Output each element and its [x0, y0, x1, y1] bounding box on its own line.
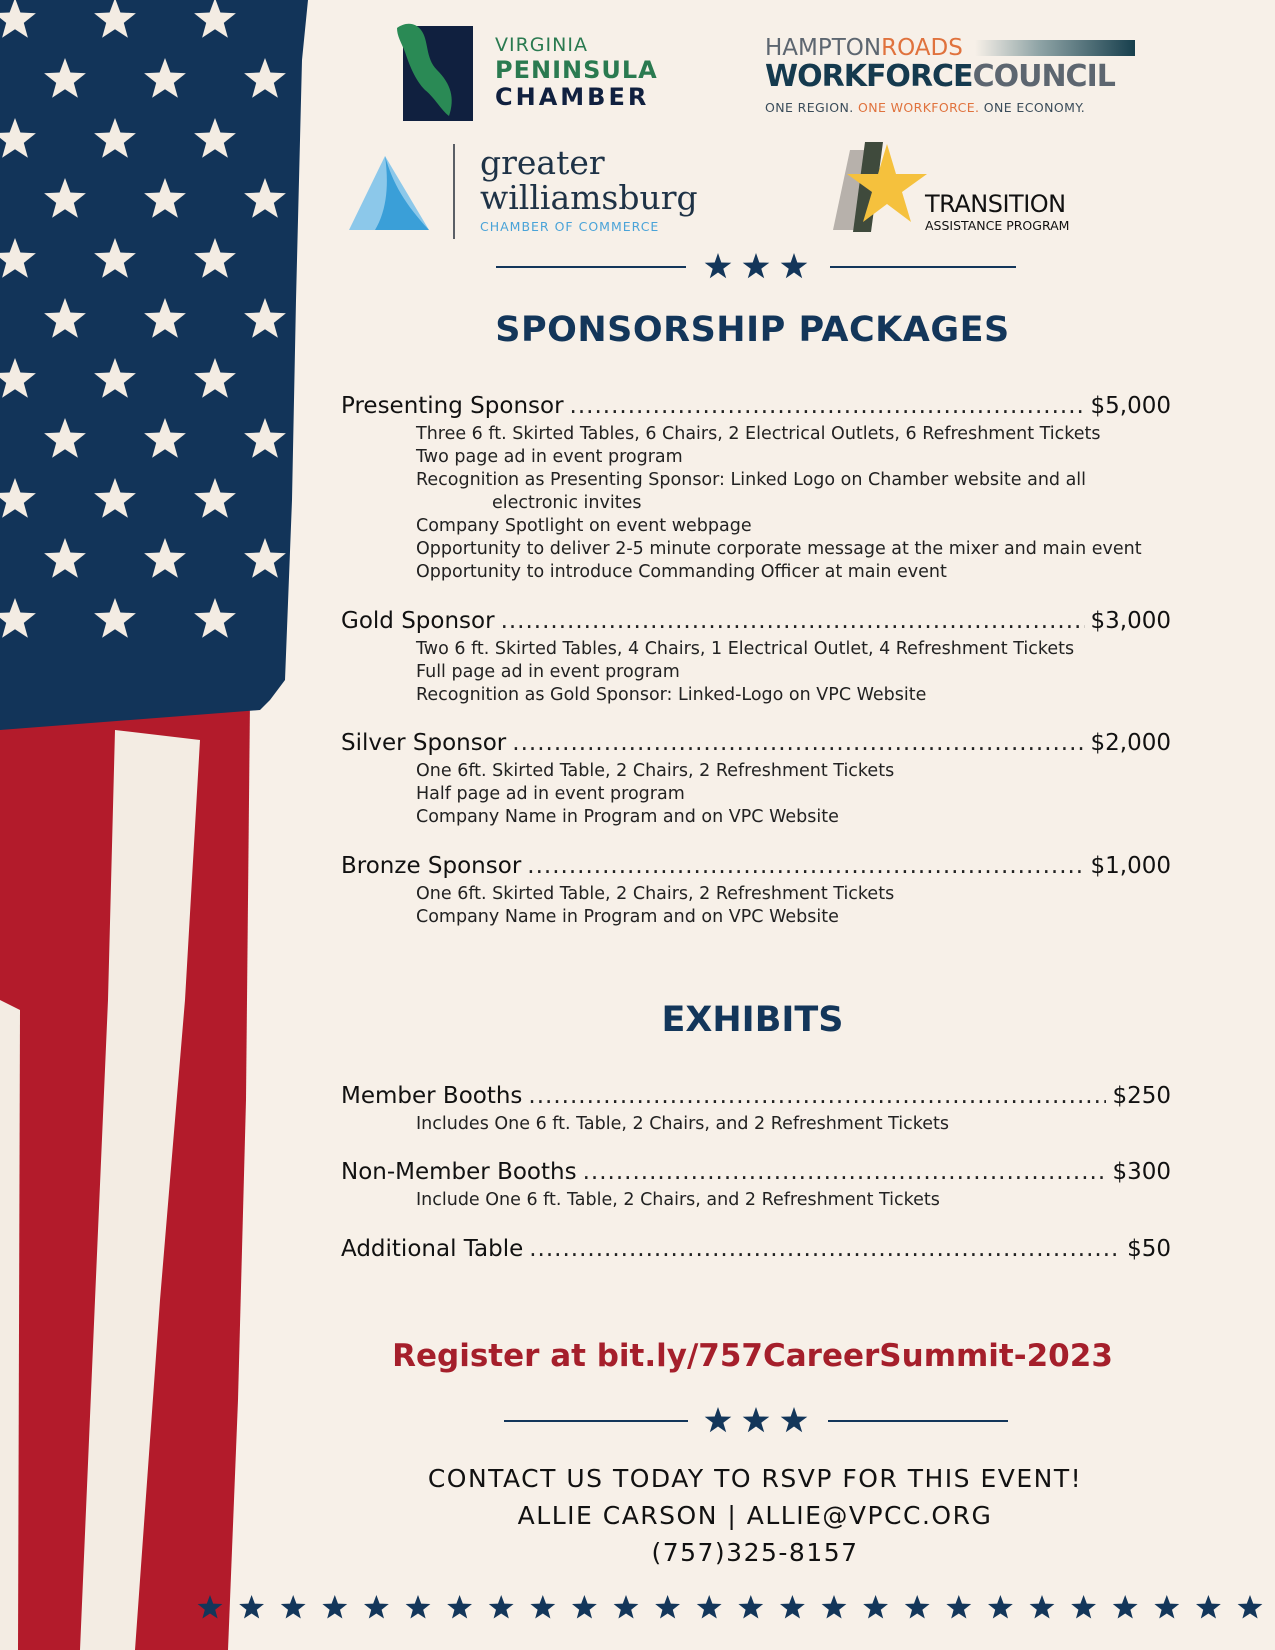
virginia-peninsula-chamber-logo [395, 18, 675, 128]
border-star-icon [322, 1595, 347, 1619]
contact-line1: CONTACT US TODAY TO RSVP FOR THIS EVENT! [427, 1464, 1083, 1493]
divider-star-icon [743, 253, 770, 278]
border-star-icon [447, 1595, 472, 1619]
border-star-icon [780, 1595, 805, 1619]
border-star-icon [1238, 1595, 1263, 1619]
exhibit-non-member-booths [341, 1159, 1171, 1212]
border-star-icon [1030, 1595, 1055, 1619]
contact-block [330, 1460, 1180, 1571]
star-divider-top [0, 252, 1275, 282]
vpc-logo-line1: VIRGINIA [495, 34, 588, 56]
border-star-icon [572, 1595, 597, 1619]
divider-star-icon [705, 1407, 732, 1432]
exhibit-price: $300 [1112, 1159, 1171, 1185]
gwcc-line2: williamsburg [480, 177, 698, 217]
border-star-icon [1154, 1595, 1179, 1619]
exhibit-row [341, 1159, 1171, 1189]
exhibit-detail: Includes One 6 ft. Table, 2 Chairs, and 2 Refreshment Tickets [416, 1114, 950, 1134]
exhibit-name: Non-Member Booths [341, 1159, 577, 1185]
greater-williamsburg-chamber-logo [345, 140, 705, 245]
tap-line2: ASSISTANCE PROGRAM [925, 218, 1070, 233]
gwcc-line3: CHAMBER OF COMMERCE [480, 219, 660, 235]
leader-dots [583, 1159, 1107, 1185]
package-row [341, 853, 1171, 883]
tap-line1: TRANSITION [925, 190, 1066, 218]
sail-icon [345, 154, 435, 234]
border-star-icon [697, 1595, 722, 1619]
contact-phone[interactable]: (757)325-8157 [651, 1538, 859, 1567]
package-price: $5,000 [1090, 393, 1171, 419]
leader-dots [527, 853, 1084, 879]
vpc-logo-line3: CHAMBER [495, 83, 650, 111]
border-star-icon [1071, 1595, 1096, 1619]
leader-dots [528, 1083, 1106, 1109]
package-bronze [341, 853, 1171, 929]
benefit-item: Half page ad in event program [416, 784, 685, 804]
border-star-icon [738, 1595, 763, 1619]
package-gold [341, 608, 1171, 707]
border-star-icon [905, 1595, 930, 1619]
register-link[interactable]: Register at bit.ly/757CareerSummit-2023 [392, 1338, 1113, 1374]
divider-star-icon [743, 1407, 770, 1432]
leader-dots [529, 1236, 1121, 1262]
benefit-item: Opportunity to introduce Commanding Officer at main event [416, 562, 947, 582]
benefit-item-continued: electronic invites [492, 493, 642, 513]
benefit-item: Two 6 ft. Skirted Tables, 4 Chairs, 1 Electrical Outlet, 4 Refreshment Tickets [416, 639, 1075, 659]
benefit-item: Three 6 ft. Skirted Tables, 6 Chairs, 2 Electrical Outlets, 6 Refreshment Tickets [416, 424, 1101, 444]
hrwc-mid-b: COUNCIL [972, 59, 1115, 94]
divider-star-icon [705, 253, 732, 278]
benefit-item: Company Spotlight on event webpage [416, 516, 752, 536]
package-name: Gold Sponsor [341, 608, 495, 634]
hrwc-gradient-bar [975, 40, 1135, 56]
leader-dots [512, 730, 1084, 756]
border-star-icon [239, 1595, 264, 1619]
benefit-item: One 6ft. Skirted Table, 2 Chairs, 2 Refreshment Tickets [416, 761, 895, 781]
benefit-item: Company Name in Program and on VPC Website [416, 907, 839, 927]
leader-dots [570, 393, 1085, 419]
hrwc-top-b: ROADS [881, 35, 963, 61]
exhibit-additional-table [341, 1236, 1171, 1266]
border-star-icon [530, 1595, 555, 1619]
border-star-icon [863, 1595, 888, 1619]
package-price: $1,000 [1090, 853, 1171, 879]
hrwc-mid-a: WORKFORCE [765, 59, 973, 94]
vpc-logo-line2: PENINSULA [495, 56, 658, 84]
border-star-icon [364, 1595, 389, 1619]
border-star-icon [988, 1595, 1013, 1619]
benefit-item: Two page ad in event program [416, 447, 683, 467]
package-name: Bronze Sponsor [341, 853, 522, 879]
package-price: $2,000 [1090, 730, 1171, 756]
border-star-icon [655, 1595, 680, 1619]
benefit-item: One 6ft. Skirted Table, 2 Chairs, 2 Refreshment Tickets [416, 884, 895, 904]
border-star-icon [614, 1595, 639, 1619]
hampton-roads-workforce-council-logo [765, 35, 1145, 125]
border-star-icon [198, 1595, 223, 1619]
benefit-item: Company Name in Program and on VPC Website [416, 807, 839, 827]
border-star-icon [406, 1595, 431, 1619]
exhibit-price: $250 [1112, 1083, 1171, 1109]
sponsorship-title: SPONSORSHIP PACKAGES [495, 310, 1010, 350]
exhibit-price: $50 [1127, 1236, 1171, 1262]
package-presenting [341, 393, 1171, 584]
package-row [341, 608, 1171, 638]
exhibit-row [341, 1083, 1171, 1113]
bottom-star-border [196, 1590, 1275, 1626]
border-star-icon [1113, 1595, 1138, 1619]
exhibit-name: Member Booths [341, 1083, 523, 1109]
package-price: $3,000 [1090, 608, 1171, 634]
border-star-icon [489, 1595, 514, 1619]
exhibit-member-booths [341, 1083, 1171, 1136]
border-star-icon [1196, 1595, 1221, 1619]
exhibit-detail: Include One 6 ft. Table, 2 Chairs, and 2 Refreshment Tickets [416, 1190, 940, 1210]
package-silver [341, 730, 1171, 829]
hrwc-tag-b: ONE WORKFORCE. [857, 100, 980, 115]
exhibit-name: Additional Table [341, 1236, 524, 1262]
border-star-icon [946, 1595, 971, 1619]
exhibits-title: EXHIBITS [661, 1000, 844, 1040]
gwcc-line1: greater [480, 143, 605, 182]
hrwc-tag-a: ONE REGION. [765, 100, 858, 115]
package-row [341, 730, 1171, 760]
border-star-icon [281, 1595, 306, 1619]
benefit-item: Recognition as Presenting Sponsor: Linked Logo on Chamber website and all [416, 470, 1087, 490]
hrwc-tag-c: ONE ECONOMY. [979, 100, 1086, 115]
benefit-item: Recognition as Gold Sponsor: Linked-Logo on VPC Website [416, 685, 927, 705]
hrwc-top-a: HAMPTON [765, 35, 882, 61]
star-chevron-icon [825, 140, 935, 240]
contact-line2[interactable]: ALLIE CARSON | ALLIE@VPCC.ORG [517, 1501, 993, 1530]
transition-assistance-program-logo [825, 140, 1085, 240]
benefit-item: Opportunity to deliver 2-5 minute corporate message at the mixer and main event [416, 539, 1142, 559]
divider-star-icon [781, 253, 808, 278]
package-name: Presenting Sponsor [341, 393, 564, 419]
american-flag-graphic [0, 0, 330, 1650]
star-divider-bottom [0, 1406, 1275, 1436]
border-star-icon [822, 1595, 847, 1619]
leader-dots [501, 608, 1085, 634]
exhibit-row [341, 1236, 1171, 1266]
package-row [341, 393, 1171, 423]
benefit-item: Full page ad in event program [416, 662, 680, 682]
package-name: Silver Sponsor [341, 730, 507, 756]
divider-star-icon [781, 1407, 808, 1432]
